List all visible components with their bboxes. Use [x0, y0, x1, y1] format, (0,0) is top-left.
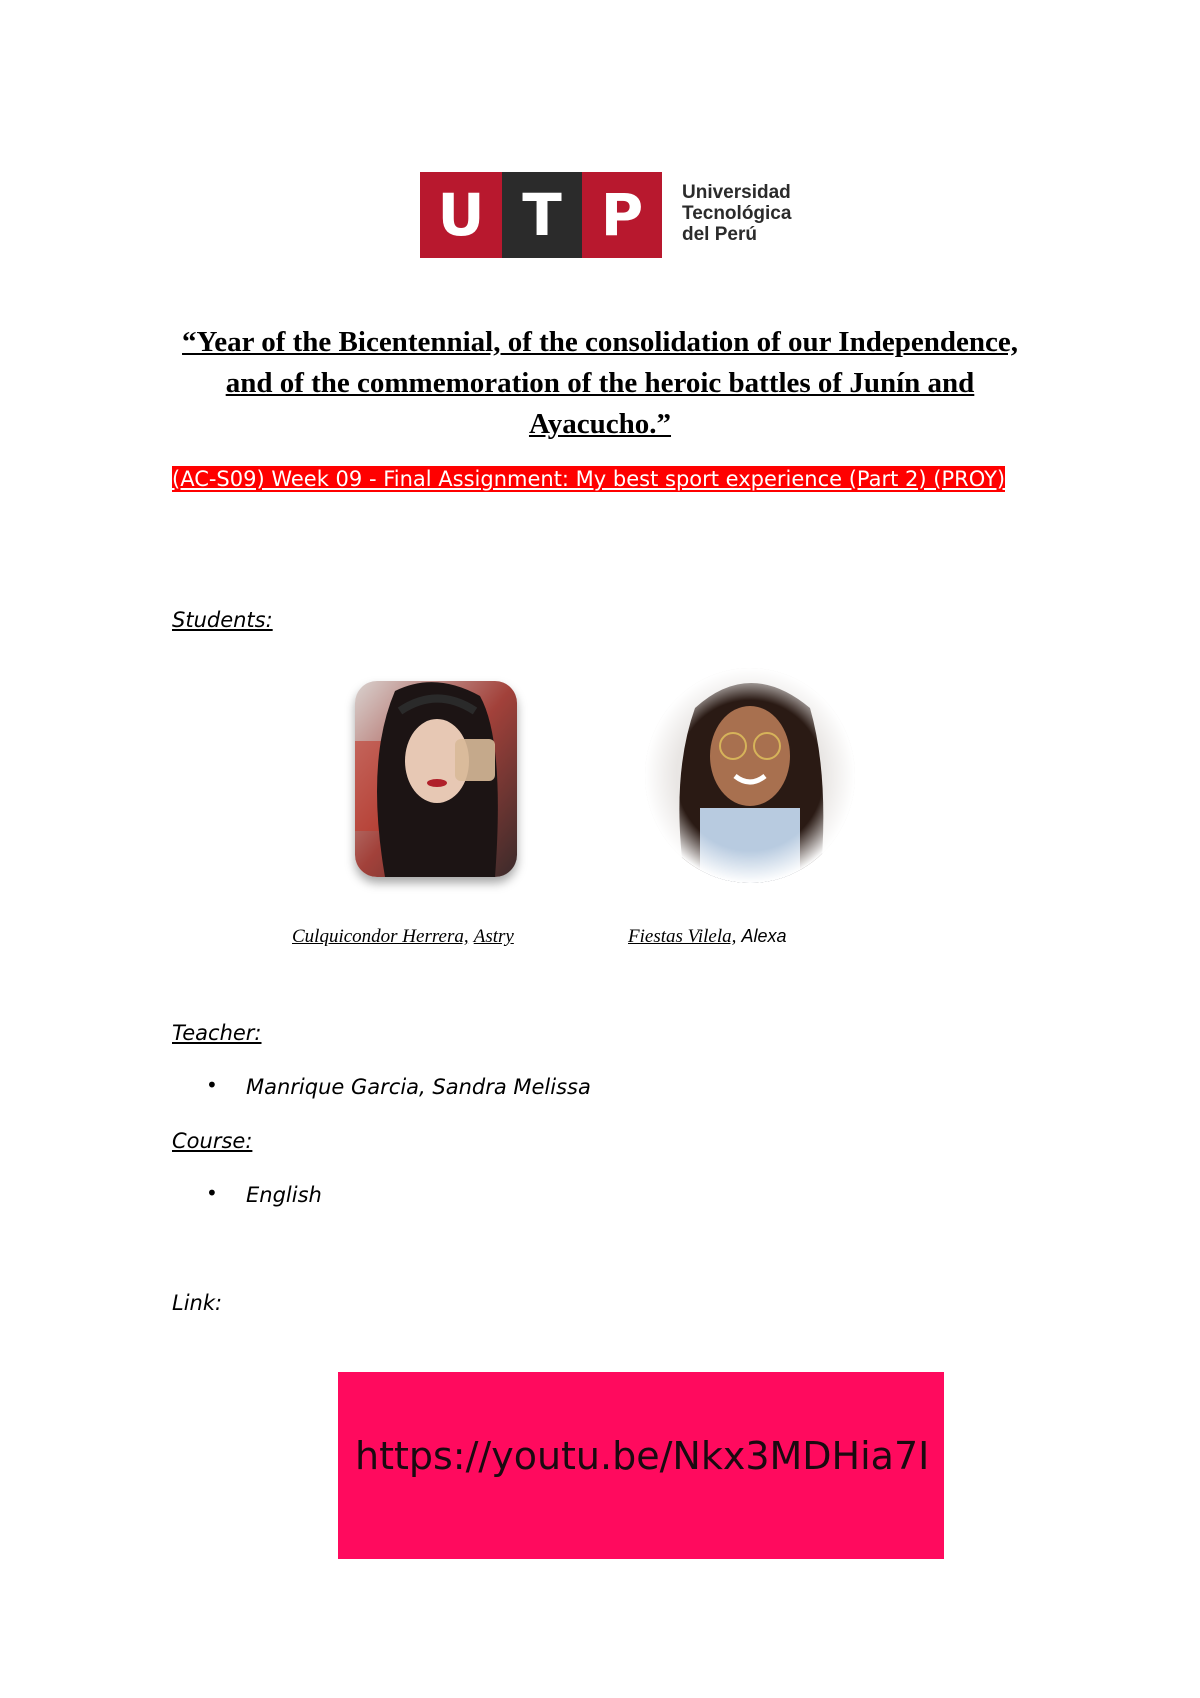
student-surname: Fiestas Vilela,: [628, 926, 737, 947]
link-label: Link:: [172, 1291, 223, 1315]
student-photo-alexa: [645, 668, 855, 883]
student-name-2: [628, 926, 786, 948]
year-motto-heading: “Year of the Bicentennial, of the consolidation of our Independence, and of the commemoration of the heroic battles of Junín and Ayacucho.”: [182, 326, 1018, 440]
logo-name-line: Tecnológica: [682, 203, 792, 224]
student-first-name: Alexa: [741, 926, 787, 946]
logo-letter-u: U: [420, 172, 502, 258]
students-label: Students:: [172, 608, 273, 632]
course-label: Course:: [172, 1129, 253, 1153]
student-photo-astry: [355, 681, 517, 877]
bullet-icon: •: [206, 1073, 218, 1097]
teacher-name: Manrique Garcia, Sandra Melissa: [246, 1075, 591, 1099]
student-surname: Culquicondor Herrera,: [292, 926, 469, 947]
video-link-box: [338, 1372, 944, 1559]
utp-logo: [420, 172, 800, 258]
video-link-url[interactable]: https://youtu.be/Nkx3MDHia7I: [355, 1434, 930, 1478]
logo-name-line: Universidad: [682, 182, 791, 203]
logo-university-name: [682, 182, 791, 245]
assignment-title: [172, 460, 1032, 499]
logo-letter-t: T: [502, 172, 582, 258]
logo-name-line: del Perú: [682, 224, 757, 245]
student-name-1: [292, 926, 514, 948]
student-first-name: Astry: [473, 926, 514, 947]
assignment-title-text: (AC-S09) Week 09 - Final Assignment: My best sport experience (Part 2) (PROY): [172, 467, 1006, 491]
teacher-label: Teacher:: [172, 1021, 262, 1045]
logo-letter-p: P: [582, 172, 662, 258]
course-name: English: [246, 1183, 322, 1207]
bullet-icon: •: [206, 1181, 218, 1205]
